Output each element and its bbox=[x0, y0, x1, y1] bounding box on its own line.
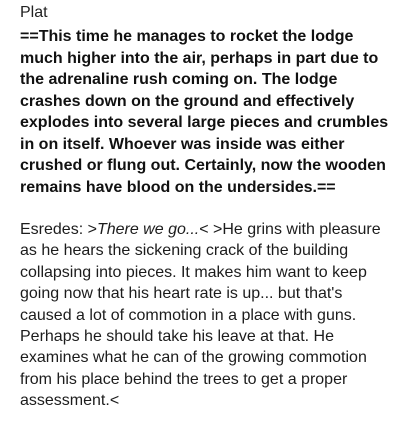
reply-close-marker: < bbox=[199, 221, 209, 238]
post-author: Plat bbox=[20, 4, 48, 21]
post bbox=[20, 2, 392, 412]
paragraph-spacer bbox=[20, 198, 392, 219]
reply-paragraph bbox=[20, 219, 392, 412]
reply-speaker: Esredes: bbox=[20, 221, 84, 238]
reply-open-marker: > bbox=[87, 221, 97, 238]
reply-thought: There we go... bbox=[96, 221, 200, 238]
narration-text: ==This time he manages to rocket the lodge much higher into the air, perhaps in part due to the adrenaline rush coming on. The lodge crashes down on the ground and effectively explodes into several large pieces and crumbles in on itself. Whoever was inside was either crushed or flung out. Certainly, now the wooden remains have blood on the undersides.== bbox=[20, 28, 389, 196]
reply-end-marker: < bbox=[109, 392, 120, 410]
reply-body: He grins with pleasure as he hears the sickening crack of the building collapsing into pieces. It makes him want to keep going now that his heart rate is up... but that's caused a lot of commotion in a place with guns. Perhaps he should take his leave at that. He examines what he can of the growing commotion from his place behind the trees to get a proper assessment. bbox=[20, 221, 381, 410]
reply-open-marker-2: > bbox=[213, 221, 223, 238]
